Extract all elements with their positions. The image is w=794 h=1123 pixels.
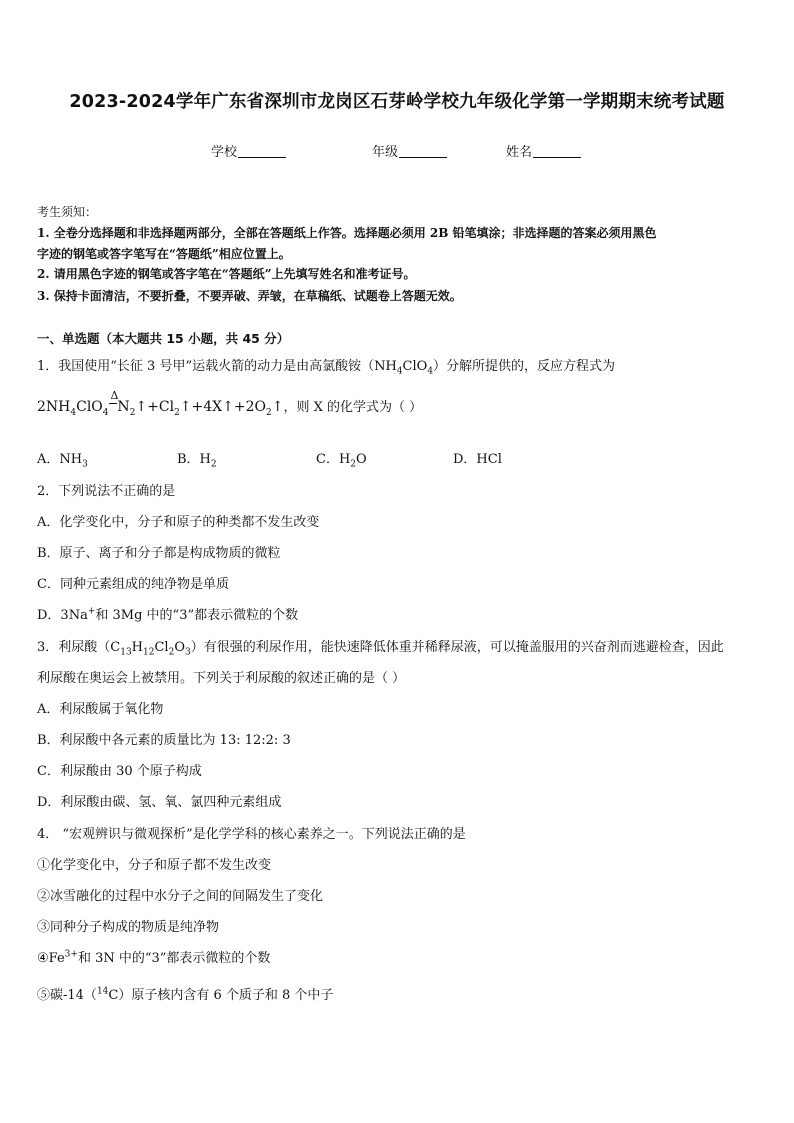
q4-statement-1: ①化学变化中，分子和原子都不发生改变 [37,858,272,873]
school-field[interactable] [211,141,286,160]
notice-heading: 考生须知： [37,205,98,219]
notice-item-3: 3. 保持卡面清洁，不要折叠，不要弄破、弄皱，在草稿纸、试题卷上答题无效。 [37,289,462,303]
name-field[interactable] [506,141,581,160]
q2-option-c[interactable]: C．同种元素组成的纯净物是单质 [37,577,229,592]
q2-option-a[interactable]: A．化学变化中，分子和原子的种类都不发生改变 [37,515,320,530]
notice-item-1a: 1. 全卷分选择题和非选择题两部分，全部在答题纸上作答。选择题必须用 2B 铅笔填涂；非选择题的答案必须用黑色 [37,226,657,240]
grade-field[interactable] [372,141,447,160]
q1-stem: 1．我国使用“长征 3 号甲”运载火箭的动力是由高氯酸铵$(NH_4ClO_4)$分解所提供的，反应方程式为 [37,359,616,377]
q1-option-b[interactable]: B．$H_2$ [177,452,217,470]
section-heading: 一、单选题（本大题共 15 小题，共 45 分） [37,331,290,346]
school-blank[interactable] [238,145,286,158]
q3-option-d[interactable]: D．利尿酸由碳、氢、氧、氯四种元素组成 [37,795,282,810]
q3-option-c[interactable]: C．利尿酸由 30 个原子构成 [37,764,202,779]
school-label: 学校 [211,145,238,160]
q2-option-b[interactable]: B．原子、离子和分子都是构成物质的微粒 [37,546,281,561]
q2-stem: 2．下列说法不正确的是 [37,484,176,499]
q2-option-d[interactable]: D．3Na+和 3Mg 中的“3”都表示微粒的个数 [37,606,299,623]
heat-condition-icon: Δ [110,389,119,402]
q3-option-a[interactable]: A．利尿酸属于氧化物 [37,702,164,717]
notice-item-1b: 字迹的钢笔或答字笔写在“答题纸”相应位置上。 [37,247,291,261]
name-blank[interactable] [533,145,581,158]
page-title: 2023-2024学年广东省深圳市龙岗区石芽岭学校九年级化学第一学期期末统考试题 [69,92,725,112]
q4-statement-2: ②冰雪融化的过程中水分子之间的间隔发生了变化 [37,889,324,904]
q4-statement-5: ⑤碳-14（$^{14}$C）原子核内含有 6 个质子和 8 个中子 [37,986,334,1003]
q1-equation: $2NH_4ClO_4$ Δ $N_2↑+Cl_2↑+4X↑+2O_2↑$，则 X 的化学式为（ ） [37,389,423,418]
q1-option-c[interactable]: C．$H_2O$ [316,452,367,470]
q3-option-b[interactable]: B．利尿酸中各元素的质量比为 13: 12:2: 3 [37,733,291,748]
notice-item-2: 2. 请用黑色字迹的钢笔或答字笔在“答题纸”上先填写姓名和准考证号。 [37,267,416,281]
q1-option-a[interactable]: A．$NH_3$ [37,452,88,470]
grade-blank[interactable] [399,145,447,158]
q3-stem-line2: 利尿酸在奥运会上被禁用。下列关于利尿酸的叙述正确的是（ ） [37,671,406,686]
name-label: 姓名 [506,145,533,160]
q4-statement-3: ③同种分子构成的物质是纯净物 [37,920,220,935]
q4-statement-4: $④Fe^{3+}$和 3N 中的“3”都表示微粒的个数 [37,949,271,966]
q4-stem: 4． “宏观辨识与微观探析”是化学学科的核心素养之一。下列说法正确的是 [37,827,466,842]
grade-label: 年级 [372,145,399,160]
q3-stem: 3．利尿酸$(C_{13}H_{12}Cl_2O_3)$有很强的利尿作用，能快速降低体重并稀释尿液，可以掩盖服用的兴奋剂而逃避检查，因此 [37,640,724,658]
q1-eq-tail: ，则 X 的化学式为（ ） [283,400,423,415]
q1-option-d[interactable]: D．HCl [453,452,502,467]
